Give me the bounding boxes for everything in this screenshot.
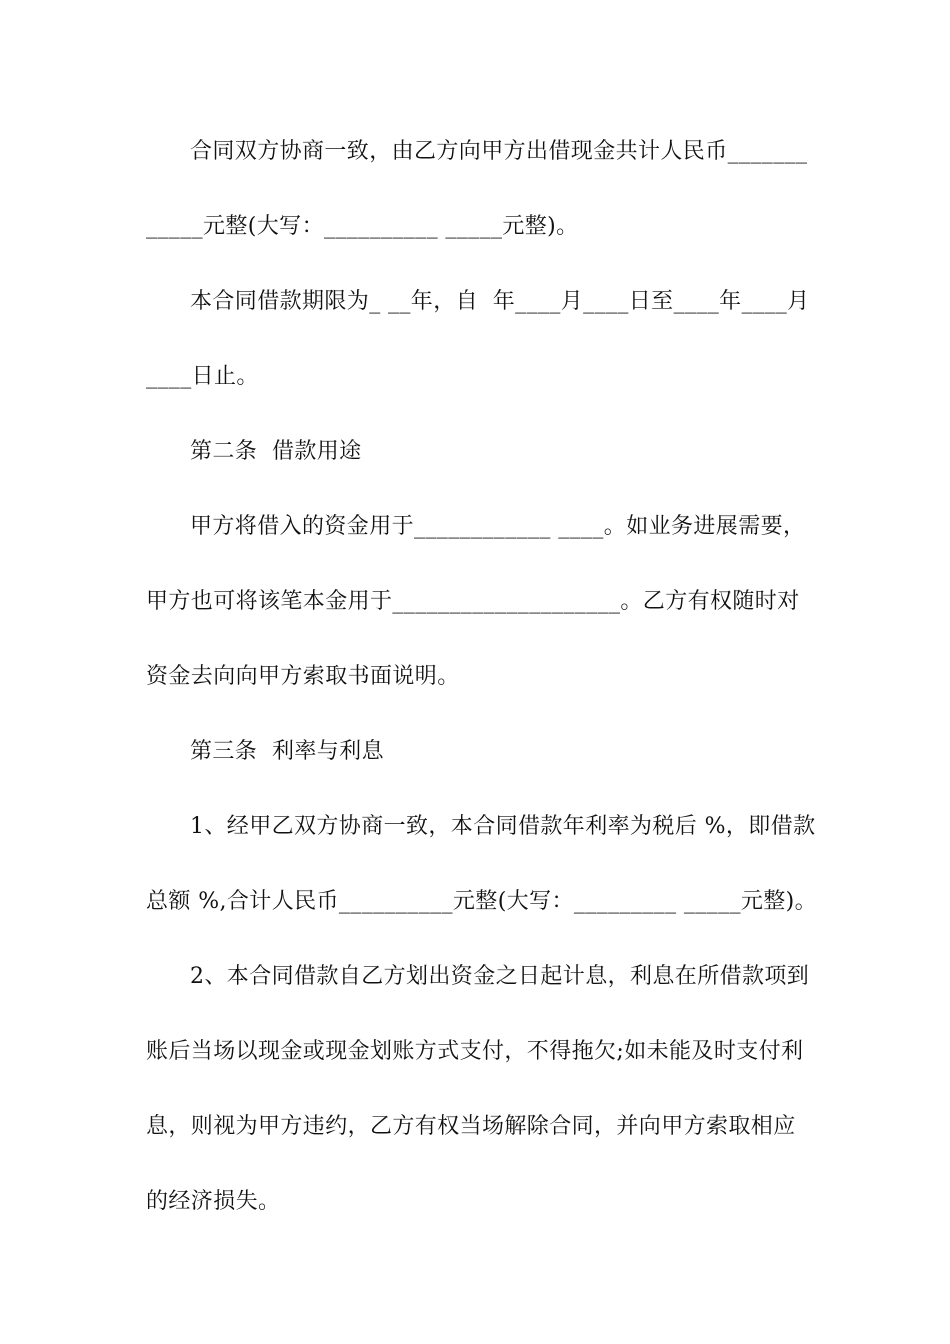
paragraph-interest-rate-line-2: 总额 %,合计人民币__________元整(大写：_________ _____元整)。 xyxy=(146,889,818,914)
paragraph-loan-purpose-line-2: 甲方也可将该笔本金用于____________________。乙方有权随时对 xyxy=(146,589,800,614)
paragraph-interest-rate-line-1: 1、经甲乙双方协商一致，本合同借款年利率为税后 %，即借款 xyxy=(190,814,816,839)
paragraph-interest-payment-line-3: 息，则视为甲方违约，乙方有权当场解除合同，并向甲方索取相应 xyxy=(146,1114,796,1139)
paragraph-loan-purpose-line-3: 资金去向向甲方索取书面说明。 xyxy=(146,664,460,689)
paragraph-loan-purpose-line-1: 甲方将借入的资金用于____________ ____。如业务进展需要， xyxy=(190,514,806,539)
paragraph-loan-amount-line-1: 合同双方协商一致，由乙方向甲方出借现金共计人民币_______ xyxy=(190,139,808,164)
paragraph-interest-payment-line-2: 账后当场以现金或现金划账方式支付，不得拖欠;如未能及时支付利 xyxy=(146,1039,804,1064)
paragraph-loan-term-line-1: 本合同借款期限为_ __年，自 年____月____日至____年____月 xyxy=(190,289,810,314)
paragraph-interest-payment-line-1: 2、本合同借款自乙方划出资金之日起计息，利息在所借款项到 xyxy=(190,964,810,989)
section-heading-article-2: 第二条 借款用途 xyxy=(190,439,362,464)
section-heading-article-3: 第三条 利率与利息 xyxy=(190,739,384,764)
paragraph-loan-term-line-2: ____日止。 xyxy=(146,364,259,389)
paragraph-loan-amount-line-2: _____元整(大写：__________ _____元整)。 xyxy=(146,214,579,239)
paragraph-interest-payment-line-4: 的经济损失。 xyxy=(146,1189,281,1214)
